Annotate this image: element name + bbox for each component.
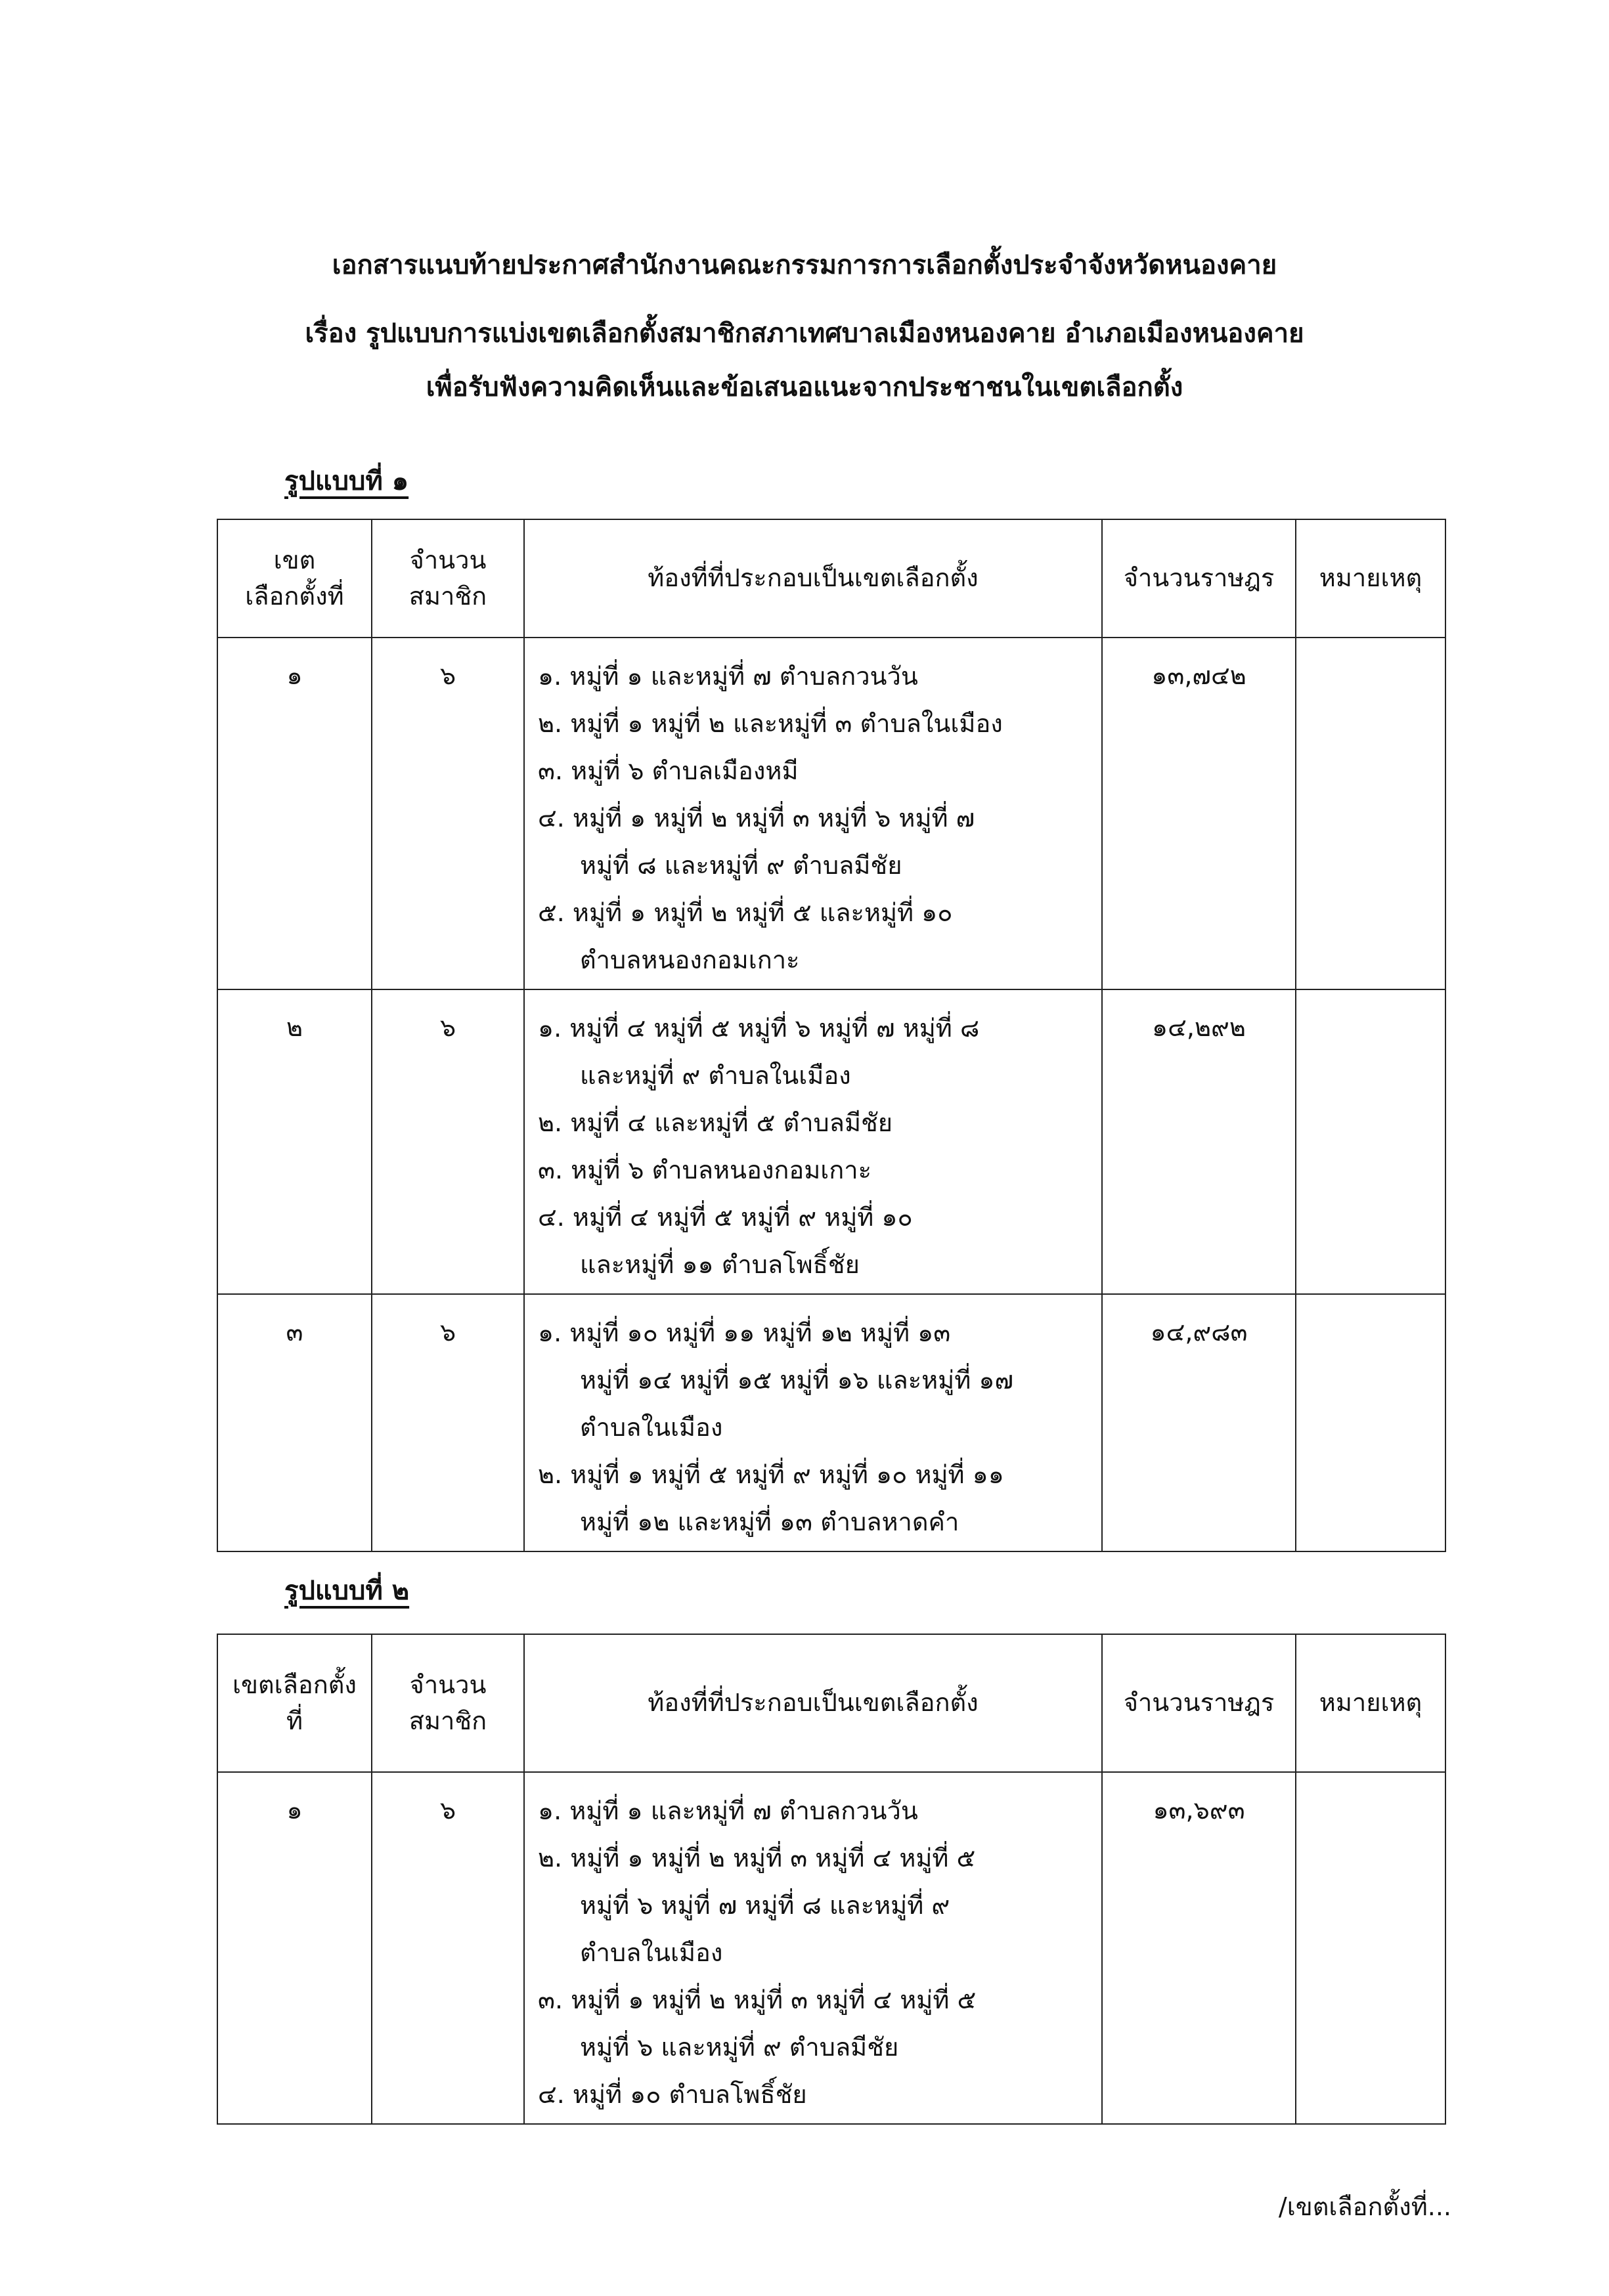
header-members — [372, 519, 524, 638]
area-list — [524, 638, 1102, 989]
district-number: ๓ — [217, 1294, 372, 1551]
header-members-line-2: สมาชิก — [408, 1706, 487, 1735]
form2-header-row — [217, 1634, 1445, 1772]
header-district — [217, 519, 372, 638]
area-line: และหมู่ที่ ๑๑ ตำบลโพธิ์ชัย — [580, 1250, 860, 1279]
header-remarks: หมายเหตุ — [1296, 519, 1445, 638]
header-district — [217, 1634, 372, 1772]
area-line: และหมู่ที่ ๙ ตำบลในเมือง — [580, 1061, 851, 1090]
form1-caption: รูปแบบที่ ๑ — [284, 466, 409, 496]
header-population: จำนวนราษฎร — [1102, 519, 1296, 638]
form1-header-row — [217, 519, 1445, 638]
area-line: ๒. หมู่ที่ ๑ หมู่ที่ ๕ หมู่ที่ ๙ หมู่ที่ ๑๐ หมู่ที่ ๑๑ — [538, 1460, 1004, 1489]
area-line: ๓. หมู่ที่ ๖ ตำบลเมืองหมี — [538, 756, 799, 785]
area-line: ๑. หมู่ที่ ๑๐ หมู่ที่ ๑๑ หมู่ที่ ๑๒ หมู่ที่ ๑๓ — [538, 1318, 951, 1347]
remarks-cell — [1296, 1294, 1445, 1551]
area-list — [524, 1294, 1102, 1551]
area-line: ๒. หมู่ที่ ๔ และหมู่ที่ ๕ ตำบลมีชัย — [538, 1108, 893, 1137]
area-line: ๔. หมู่ที่ ๔ หมู่ที่ ๕ หมู่ที่ ๙ หมู่ที่ ๑๐ — [538, 1203, 913, 1232]
area-line: ๑. หมู่ที่ ๔ หมู่ที่ ๕ หมู่ที่ ๖ หมู่ที่ ๗ หมู่ที่ ๘ — [538, 1014, 980, 1043]
area-list — [524, 1772, 1102, 2124]
member-count: ๖ — [372, 1294, 524, 1551]
population-count: ๑๔,๒๙๒ — [1102, 989, 1296, 1294]
member-count: ๖ — [372, 638, 524, 989]
header-areas: ท้องที่ที่ประกอบเป็นเขตเลือกตั้ง — [524, 1634, 1102, 1772]
area-line: ๓. หมู่ที่ ๑ หมู่ที่ ๒ หมู่ที่ ๓ หมู่ที่ ๔ หมู่ที่ ๕ — [538, 1985, 977, 2014]
header-population: จำนวนราษฎร — [1102, 1634, 1296, 1772]
area-list — [524, 989, 1102, 1294]
district-number: ๑ — [217, 638, 372, 989]
district-number: ๒ — [217, 989, 372, 1294]
header-members-line-1: จำนวน — [409, 1670, 487, 1699]
area-line: ๑. หมู่ที่ ๑ และหมู่ที่ ๗ ตำบลกวนวัน — [538, 1796, 918, 1825]
header-members-line-1: จำนวน — [409, 545, 487, 574]
population-count: ๑๓,๗๔๒ — [1102, 638, 1296, 989]
form2-caption: รูปแบบที่ ๒ — [284, 1576, 410, 1606]
area-line: ๓. หมู่ที่ ๖ ตำบลหนองกอมเกาะ — [538, 1156, 872, 1184]
remarks-cell — [1296, 638, 1445, 989]
header-remarks: หมายเหตุ — [1296, 1634, 1445, 1772]
member-count: ๖ — [372, 1772, 524, 2124]
member-count: ๖ — [372, 989, 524, 1294]
area-line: ๔. หมู่ที่ ๑๐ ตำบลโพธิ์ชัย — [538, 2080, 807, 2109]
area-line: ๑. หมู่ที่ ๑ และหมู่ที่ ๗ ตำบลกวนวัน — [538, 662, 918, 691]
document-title-line-1: เอกสารแนบท้ายประกาศสำนักงานคณะกรรมการการเลือกตั้งประจำจังหวัดหนองคาย — [332, 250, 1277, 280]
district-number: ๑ — [217, 1772, 372, 2124]
document-title-line-3: เพื่อรับฟังความคิดเห็นและข้อเสนอแนะจากประชาชนในเขตเลือกตั้ง — [426, 372, 1183, 402]
table-row — [217, 1772, 1445, 2124]
area-line: หมู่ที่ ๖ และหมู่ที่ ๙ ตำบลมีชัย — [580, 2033, 899, 2062]
header-district-line-1: เขตเลือกตั้ง — [232, 1670, 357, 1699]
header-district-line-1: เขต — [273, 545, 316, 574]
header-areas: ท้องที่ที่ประกอบเป็นเขตเลือกตั้ง — [524, 519, 1102, 638]
header-members — [372, 1634, 524, 1772]
table-row — [217, 638, 1445, 989]
form1-table — [217, 519, 1446, 1552]
form2-table — [217, 1634, 1446, 2125]
remarks-cell — [1296, 1772, 1445, 2124]
area-line: ๒. หมู่ที่ ๑ หมู่ที่ ๒ หมู่ที่ ๓ หมู่ที่ ๔ หมู่ที่ ๕ — [538, 1844, 976, 1873]
area-line: ตำบลหนองกอมเกาะ — [580, 945, 800, 974]
area-line: หมู่ที่ ๑๔ หมู่ที่ ๑๕ หมู่ที่ ๑๖ และหมู่ที่ ๑๗ — [580, 1366, 1014, 1395]
header-district-line-2: เลือกตั้งที่ — [245, 582, 344, 611]
area-line: ตำบลในเมือง — [580, 1413, 723, 1442]
remarks-cell — [1296, 989, 1445, 1294]
header-members-line-2: สมาชิก — [408, 582, 487, 611]
document-title-line-2: เรื่อง รูปแบบการแบ่งเขตเลือกตั้งสมาชิกสภาเทศบาลเมืองหนองคาย อำเภอเมืองหนองคาย — [305, 318, 1304, 349]
area-line: หมู่ที่ ๑๒ และหมู่ที่ ๑๓ ตำบลหาดคำ — [580, 1507, 959, 1536]
area-line: ๔. หมู่ที่ ๑ หมู่ที่ ๒ หมู่ที่ ๓ หมู่ที่ ๖ หมู่ที่ ๗ — [538, 804, 975, 833]
area-line: หมู่ที่ ๘ และหมู่ที่ ๙ ตำบลมีชัย — [580, 851, 902, 880]
population-count: ๑๓,๖๙๓ — [1102, 1772, 1296, 2124]
area-line: ๕. หมู่ที่ ๑ หมู่ที่ ๒ หมู่ที่ ๕ และหมู่ที่ ๑๐ — [538, 898, 953, 927]
continuation-note: /เขตเลือกตั้งที่... — [1278, 2192, 1451, 2221]
area-line: หมู่ที่ ๖ หมู่ที่ ๗ หมู่ที่ ๘ และหมู่ที่ ๙ — [580, 1891, 950, 1920]
population-count: ๑๔,๙๘๓ — [1102, 1294, 1296, 1551]
table-row — [217, 989, 1445, 1294]
area-line: ๒. หมู่ที่ ๑ หมู่ที่ ๒ และหมู่ที่ ๓ ตำบลในเมือง — [538, 709, 1003, 738]
table-row — [217, 1294, 1445, 1551]
header-district-line-2: ที่ — [286, 1706, 303, 1735]
area-line: ตำบลในเมือง — [580, 1938, 723, 1967]
